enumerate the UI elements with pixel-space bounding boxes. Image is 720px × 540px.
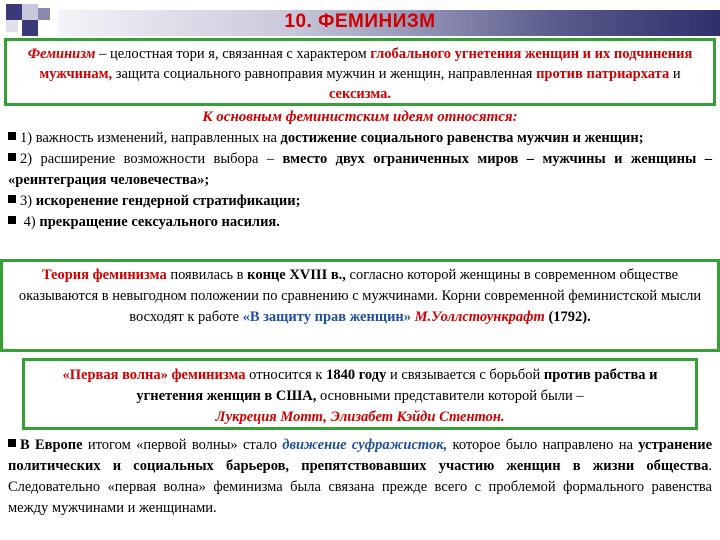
ideas-list-item [8,191,712,212]
theory-text-2: согласно которой женщины в современном обществе оказываются в невыгодном положении по сравнению с мужчинами. Корни современной феминистской мысли восходят к работе [18,267,702,325]
theory-author: М.Уоллстоункрафт [414,309,545,325]
europe-highlight: устранение политических и социальных барьеров, препятствовавших участию женщин в жизни общества [8,437,713,474]
first-wave-year: 1840 году [326,367,387,383]
europe-text-2: которое было направлено на [447,437,639,453]
definition-text-2: защита социального равноправия мужчин и женщин, направленная [112,66,537,82]
theory-work-title: «В защиту прав женщин» [242,309,412,325]
bullet-icon [8,195,16,203]
item-bold-text: вместо двух ограниченных миров – мужчины и женщины – «реинтеграция человечества»; [8,151,712,188]
bullet-icon [8,153,16,161]
first-wave-box [22,358,698,430]
ideas-list-item [8,128,712,149]
theory-text-1: появилась в [166,267,248,283]
definition-highlight-1: глобального угнетения женщин и их подчинения мужчинам, [39,46,693,82]
first-wave-highlight: против рабства и угнетения женщин в США, [136,367,658,404]
item-text: 2) расширение возможности выбора – [20,151,283,167]
bullet-icon [8,216,16,224]
definition-highlight-3: сексизма. [328,86,392,102]
theory-term: Теория феминизма [41,267,167,283]
theory-highlight-1: конце XVIII в., [247,267,346,283]
definition-box [4,38,716,106]
europe-movement: движение суфражисток, [282,437,448,453]
theory-year: (1792). [544,309,591,325]
ideas-list [8,128,712,233]
first-wave-term-2: феминизма [167,367,246,383]
europe-lead: В Европе [20,437,83,453]
europe-text-3: . Следовательно «первая волна» феминизма была связана прежде всего с проблемой формального равенства между мужчинами и женщинами. [8,458,712,516]
definition-term: Феминизм [27,46,96,62]
first-wave-names: Лукреция Мотт, Элизабет Кэйди Стентон. [215,409,505,425]
ideas-heading: К основным феминистским идеям относятся: [202,109,518,125]
definition-text-1: – целостная тори я, связанная с характером [95,46,371,62]
first-wave-text-2: и связывается с борьбой [386,367,544,383]
definition-highlight-2: против патриархата [536,66,670,82]
europe-paragraph [8,435,712,519]
slide-title: 10. ФЕМИНИЗМ [284,11,436,32]
first-wave-text-1: относится к [245,367,327,383]
item-bold-text: искоренение гендерной стратификации; [35,193,301,209]
bullet-icon [8,132,16,140]
bullet-icon [8,439,16,447]
first-wave-text-3: основными представители которой были – [316,388,584,404]
europe-text-1: итогом «первой волны» стало [82,437,283,453]
ideas-list-item [8,212,712,233]
ideas-list-item [8,149,712,191]
item-text: 3) [20,193,36,209]
item-bold-text: прекращение сексуального насилия. [39,214,280,230]
item-text: 1) важность изменений, направленных на [20,130,281,146]
item-text: 4) [20,214,40,230]
definition-text-3: и [669,66,681,82]
item-bold-text: достижение социального равенства мужчин и женщин; [280,130,644,146]
theory-box [0,259,720,352]
first-wave-term: «Первая волна» [62,367,168,383]
